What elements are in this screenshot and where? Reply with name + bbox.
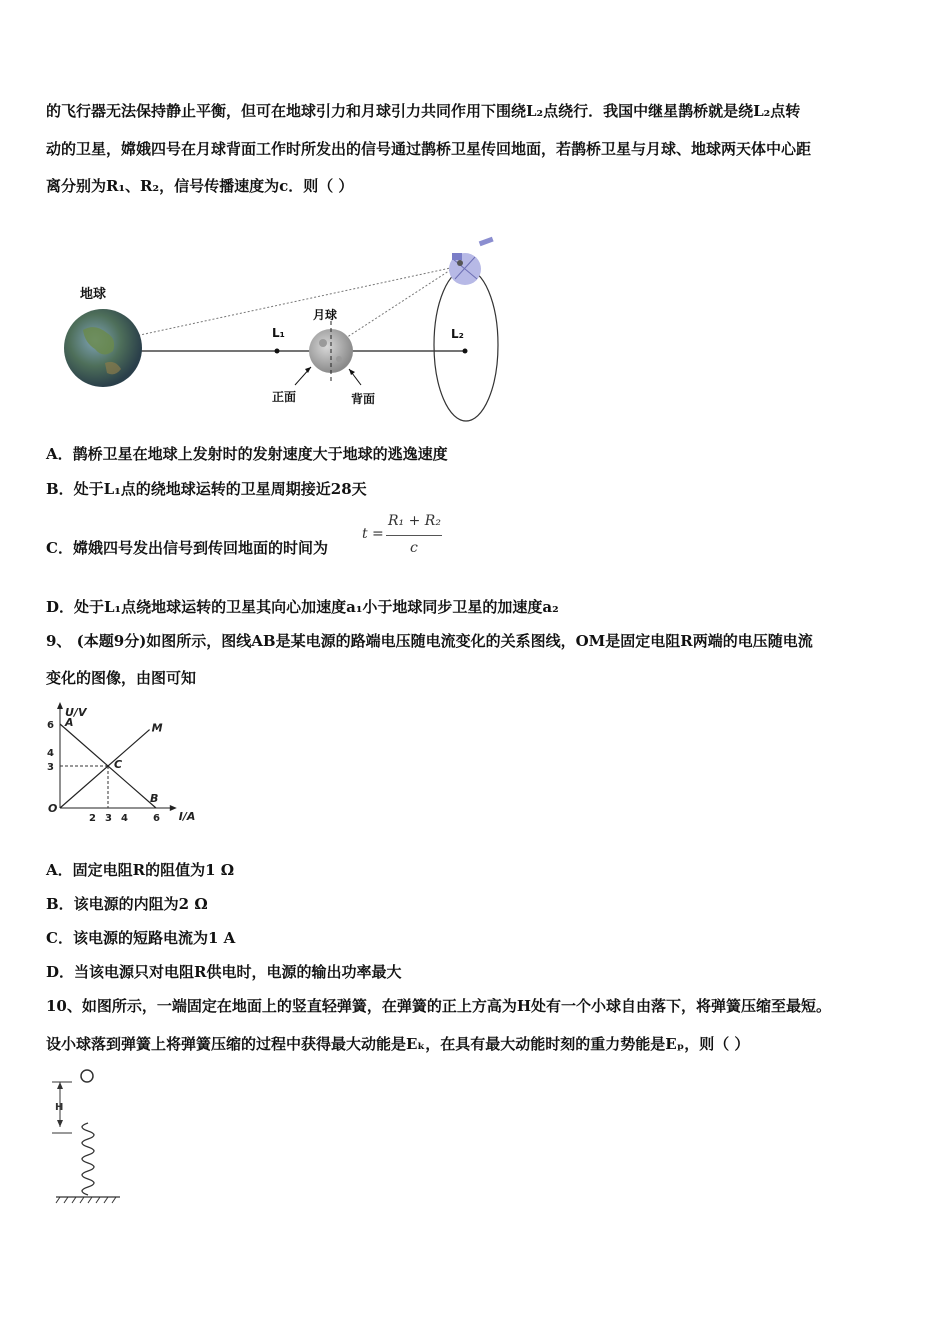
formula-denominator: c [410, 540, 418, 556]
u-i-chart [40, 700, 200, 828]
front-label: 正面 [272, 390, 297, 404]
x-tick-label: 4 [121, 813, 128, 824]
q8-option-c: C．嫦娥四号发出信号到传回地面的时间为 [46, 539, 328, 557]
moon-label: 月球 [313, 308, 338, 322]
series-line-om [60, 730, 150, 808]
h-label: H [55, 1102, 64, 1113]
q8-option-a: A．鹊桥卫星在地球上发射时的发射速度大于地球的逃逸速度 [46, 445, 448, 463]
formula-numerator: R₁ + R₂ [388, 513, 441, 529]
q9-option-d: D．当该电源只对电阻R供电时，电源的输出功率最大 [46, 963, 402, 981]
q9-option-b: B．该电源的内阻为2 Ω [46, 895, 208, 913]
q8-intro-line-3: 离分别为R₁、R₂，信号传播速度为c．则（ ） [46, 177, 354, 195]
earth-label: 地球 [80, 287, 107, 302]
y-tick-label: 6 [47, 720, 54, 731]
back-label: 背面 [351, 392, 376, 406]
l1-label: L₁ [272, 326, 285, 340]
q9-stem-line-1: 9、 (本题9分)如图所示，图线AB是某电源的路端电压随电流变化的关系图线，OM是固定电阻R两端的电压随电流 [46, 632, 813, 650]
q9-option-c: C．该电源的短路电流为1 A [46, 929, 236, 947]
y-axis-arrow [57, 702, 63, 709]
q10-stem-line-1: 10、如图所示，一端固定在地面上的竖直轻弹簧，在弹簧的正上方高为H处有一个小球自由落下，将弹簧压缩至最短。 [46, 997, 832, 1015]
q10-stem-line-2: 设小球落到弹簧上将弹簧压缩的过程中获得最大动能是Eₖ，在具有最大动能时刻的重力势能是Eₚ，则（ ） [46, 1035, 750, 1053]
formula-t: t [362, 526, 368, 542]
point-label-a: A [65, 716, 74, 729]
y-tick-label: 4 [47, 748, 54, 759]
q8-intro-line-1: 的飞行器无法保持静止平衡，但可在地球引力和月球引力共同作用下围绕L₂点绕行．我国中继星鹊桥就是绕L₂点转 [46, 102, 801, 120]
point-label-m: M [151, 721, 163, 735]
x-axis-label: I/A [178, 810, 196, 823]
y-axis-label: U/V [65, 706, 87, 719]
x-tick-label: 3 [105, 813, 112, 824]
origin-label: O [48, 802, 58, 815]
formula-equals: = [372, 526, 384, 542]
ball-icon [81, 1070, 93, 1082]
relay-satellite-icon [449, 237, 494, 285]
q9-stem-line-2: 变化的图像，由图可知 [46, 669, 197, 687]
x-tick-label: 6 [153, 813, 160, 824]
q8-intro-line-2: 动的卫星，嫦娥四号在月球背面工作时所发出的信号通过鹊桥卫星传回地面，若鹊桥卫星与月球、地球两天体中心距 [46, 140, 812, 158]
spring-icon [82, 1123, 94, 1195]
x-tick-label: 2 [89, 813, 96, 824]
point-label-b: B [150, 792, 159, 805]
q8-option-d: D．处于L₁点绕地球运转的卫星其向心加速度a₁小于地球同步卫星的加速度a₂ [46, 598, 559, 616]
q9-option-a: A．固定电阻R的阻值为1 Ω [46, 861, 235, 879]
l2-label: L₂ [451, 327, 464, 341]
x-axis-arrow [170, 805, 177, 811]
y-tick-label: 3 [47, 762, 54, 773]
spring-ball-figure [50, 1065, 130, 1210]
point-label-c: C [114, 758, 123, 771]
q8-option-b: B．处于L₁点的绕地球运转的卫星周期接近28天 [46, 480, 367, 498]
earth-moon-l2-figure [55, 235, 515, 425]
